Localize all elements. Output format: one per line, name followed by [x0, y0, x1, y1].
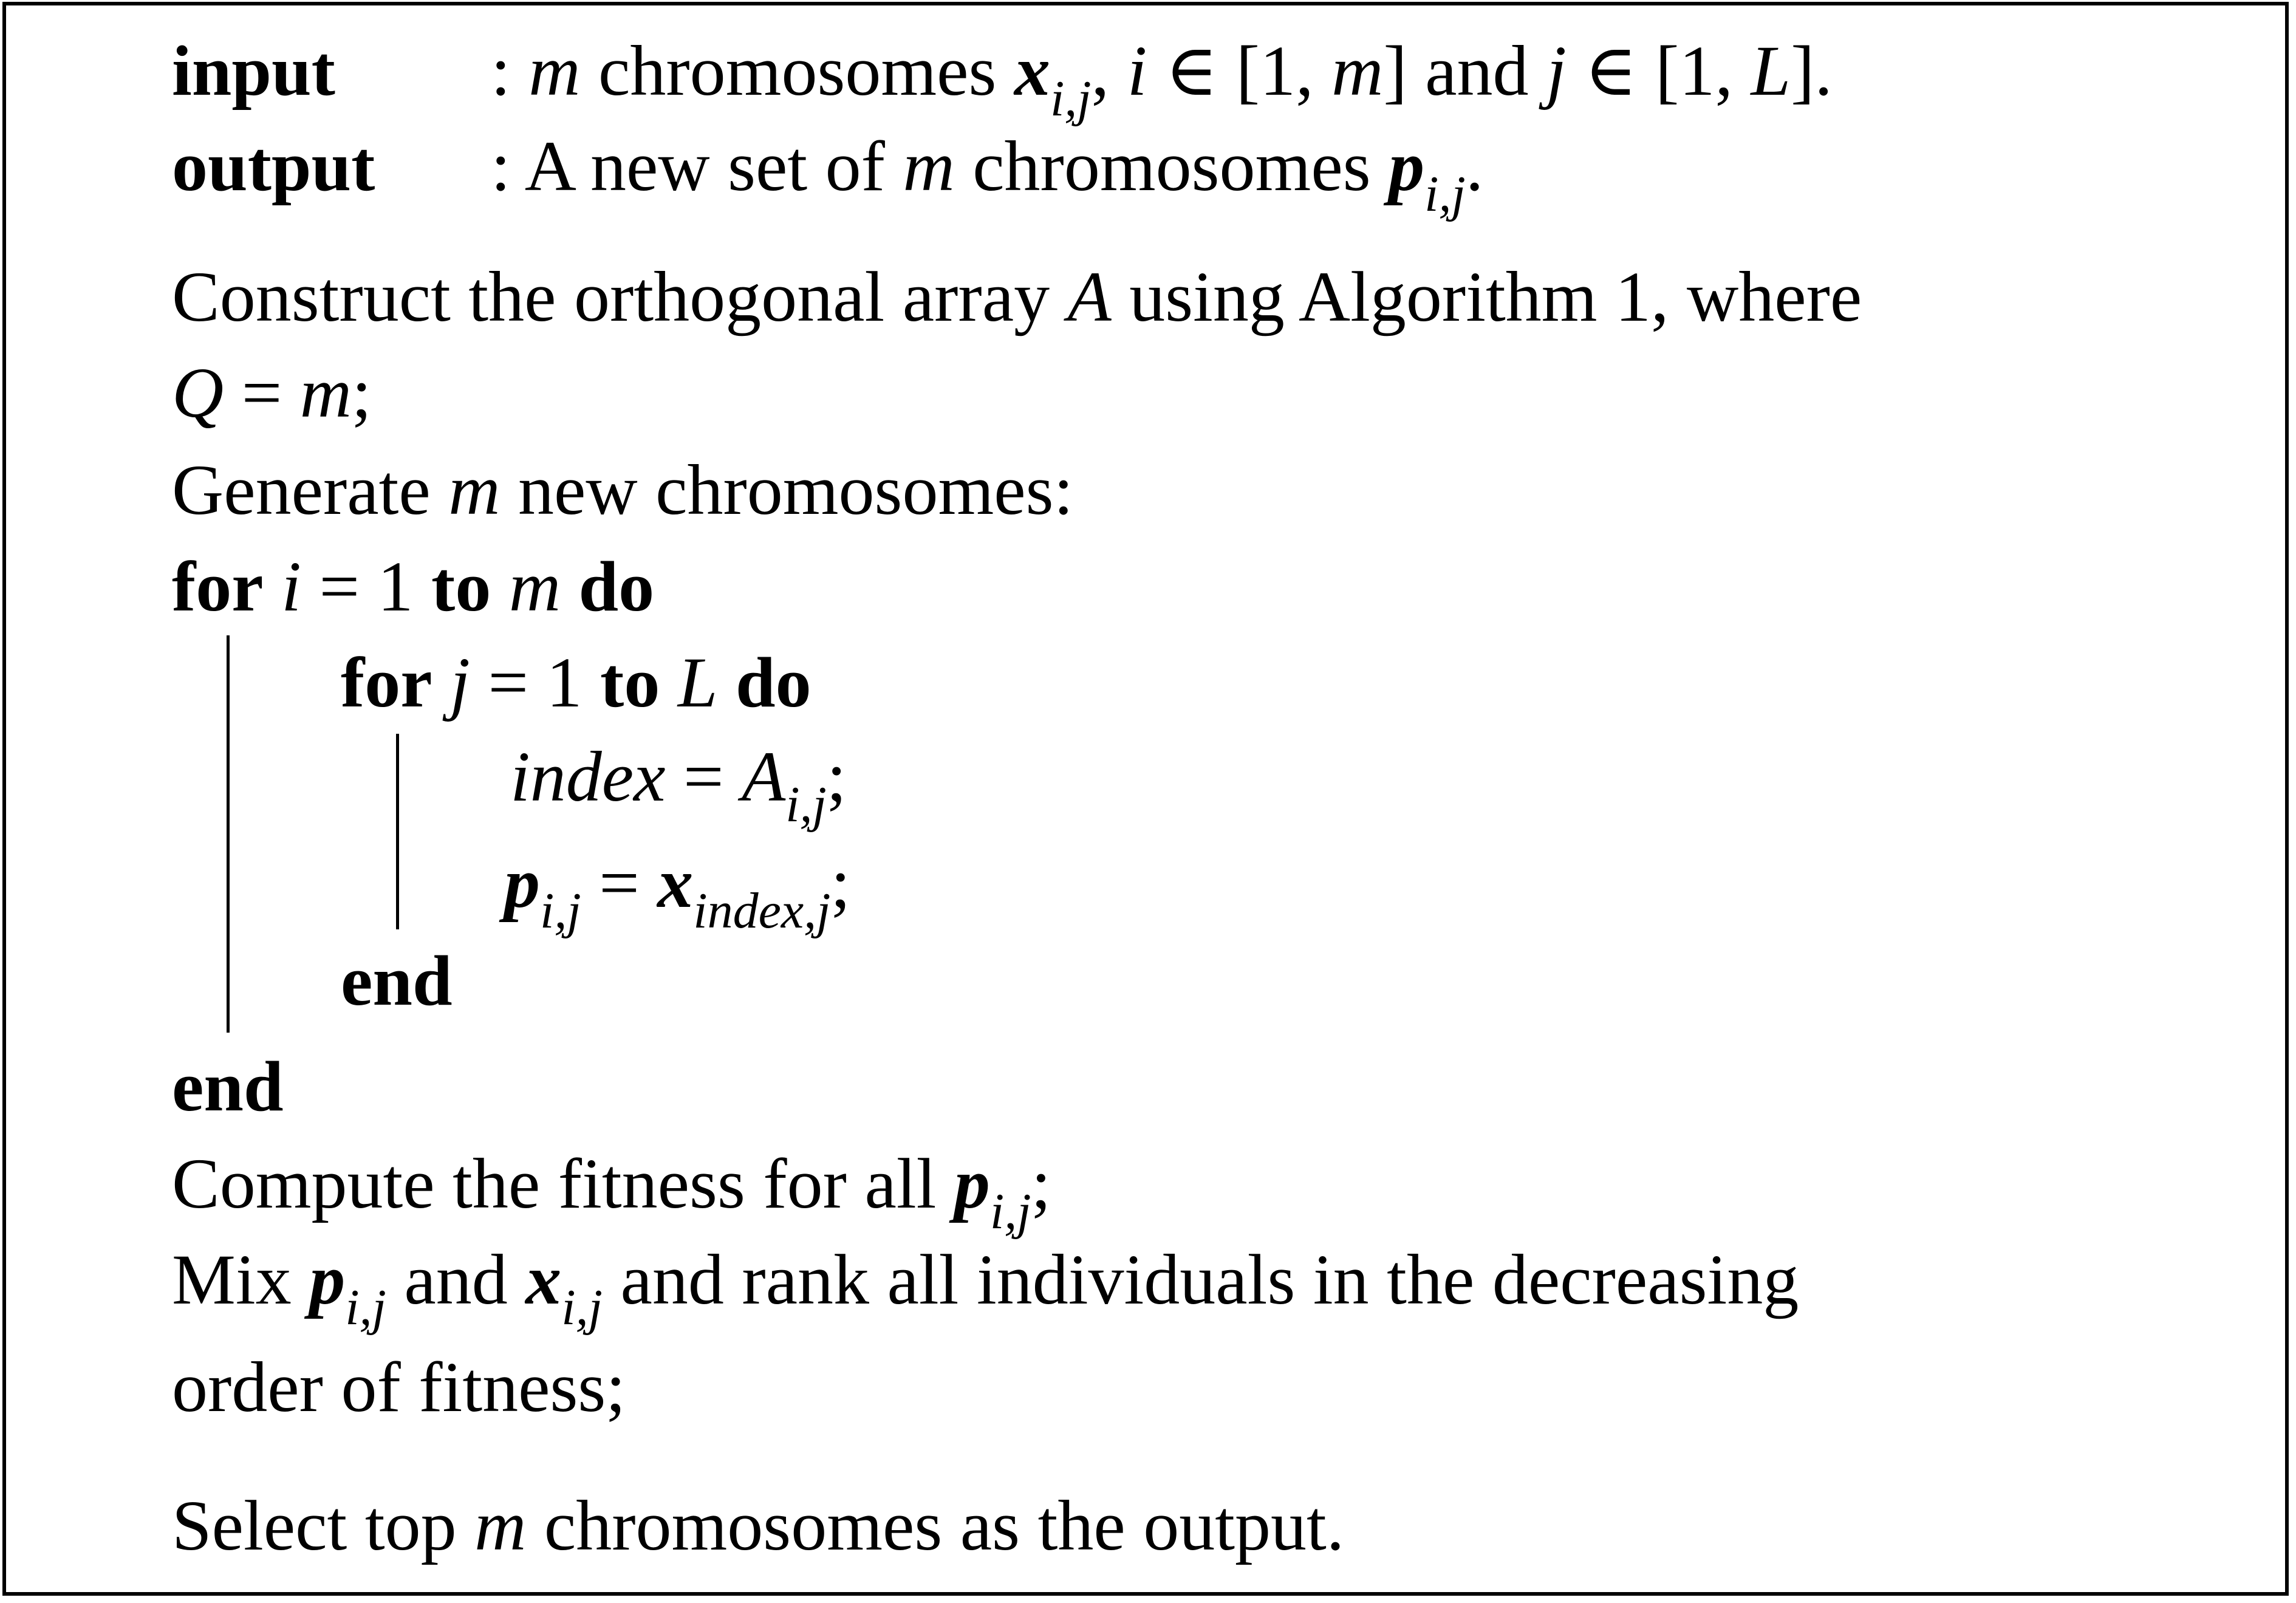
mix-line-2: order of fitness;: [172, 1347, 626, 1427]
outer-for-line: for i = 1 to m do: [172, 547, 655, 626]
output-label: output: [172, 126, 375, 206]
inner-end: end: [341, 941, 453, 1020]
body-line-1: index = $A_{i,j}$;: [510, 737, 847, 833]
generate-line: Generate m new chromosomes:: [172, 450, 1074, 530]
inner-for-line: for j = 1 to L do: [341, 643, 811, 722]
construct-line-1: Construct the orthogonal array A using Algorithm 1, where: [172, 257, 1862, 337]
input-desc: : m chromosomes $x_{i,j}$, i ∈ [1, m] and j ∈ [1, L].: [491, 31, 1833, 127]
output-line: [172, 126, 375, 206]
input-label: input: [172, 31, 335, 111]
construct-line-2: Q = m;: [172, 353, 372, 432]
inner-loop-bar: [396, 734, 399, 929]
outer-end: end: [172, 1047, 284, 1126]
mix-line-1: Mix $p_{i,j}$ and $x_{i,j}$ and rank all individuals in the decreasing: [172, 1240, 1799, 1336]
select-line: Select top m chromosomes as the output.: [172, 1486, 1345, 1565]
body-line-2: $p_{i,j} = x_{index,j}$;: [504, 843, 851, 939]
output-desc: : A new set of m chromosomes $p_{i,j}$.: [491, 126, 1484, 222]
outer-loop-bar: [227, 635, 230, 1033]
fitness-line: Compute the fitness for all $p_{i,j}$;: [172, 1144, 1051, 1240]
input-line: [172, 31, 335, 111]
